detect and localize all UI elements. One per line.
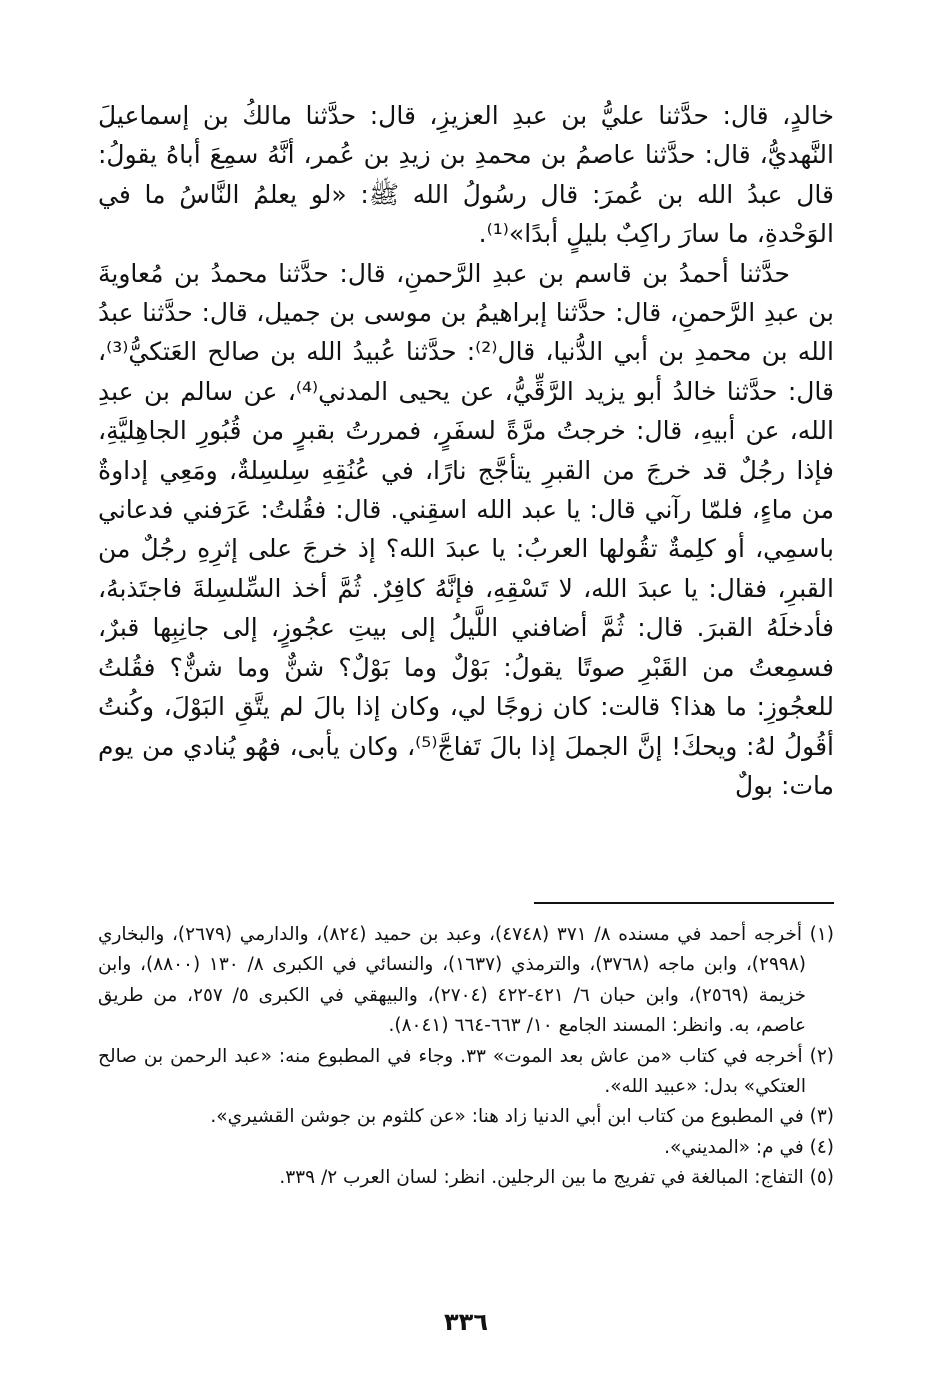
footnote-5: (٥) التفاج: المبالغة في تفريج ما بين الرجلين. انظر: لسان العرب ٢/ ٣٣٩. [279, 1167, 834, 1189]
main-text-body [98, 96, 834, 805]
footnote-separator [534, 902, 834, 904]
footnote-1: (١) أخرجه أحمد في مسنده ٨/ ٣٧١ (٤٧٤٨)، وعبد بن حميد (٨٢٤)، والدارمي (٢٦٧٩)، والبخاري (٢٩٩٨)، وابن ماجه (٣٧٦٨)، والترمذي (١٦٣٧)، والنسائي في الكبرى ٨/ ١٣٠ (٨٨٠٠)، وابن خزيمة (٢٥٦٩)، وابن حبان ٦/ ٤٢١-٤٢٢ (٢٧٠٤)، والبيهقي في الكبرى ٥/ ٢٥٧، من طريق عاصم، به. وانظر: المسند الجامع ١٠/ ٦٦٣-٦٦٤ (٨٠٤١). [98, 924, 835, 1037]
footnote-4: (٤) في م: «المديني». [664, 1136, 834, 1158]
footnote-3: (٣) في المطبوع من كتاب ابن أبي الدنيا زاد هنا: «عن كلثوم بن جوشن القشيري». [210, 1106, 834, 1128]
footnote-2: (٢) أخرجه في كتاب «من عاش بعد الموت» ٣٣. وجاء في المطبوع منه: «عبد الرحمن بن صالح العتكي» بدل: «عبيد الله». [98, 1045, 834, 1098]
page-number: ٣٣٦ [444, 1308, 488, 1336]
book-page [98, 96, 834, 1356]
paragraph-1: خالدٍ، قال: حدَّثنا عليُّ بن عبدِ العزيزِ، قال: حدَّثنا مالكُ بن إسماعيلَ النَّهديُّ، قال: حدَّثنا عاصمُ بن محمدِ بن زيدِ بن عُمر، أنَّهُ سمِعَ أباهُ يقولُ: قال عبدُ الله بن عُمرَ: قال رسُولُ الله ﷺ: «لو يعلمُ النَّاسُ ما في الوَحْدةِ، ما سارَ راكِبٌ بليلٍ أبدًا»⁽¹⁾. [98, 101, 834, 249]
footnotes-section [98, 920, 834, 1194]
paragraph-2: حدَّثنا أحمدُ بن قاسم بن عبدِ الرَّحمنِ، قال: حدَّثنا محمدُ بن مُعاويةَ بن عبدِ الرَّحمنِ، قال: حدَّثنا إبراهيمُ بن موسى بن جميل، قال: حدَّثنا عبدُ الله بن محمدِ بن أبي الدُّنيا، قال⁽²⁾: حدَّثنا عُبيدُ الله بن صالح العَتكيُّ⁽³⁾، قال: حدَّثنا خالدُ أبو يزيد الرَّقِّيُّ، عن يحيى المدني⁽⁴⁾، عن سالم بن عبدِ الله، عن أبيهِ، قال: خرجتُ مرَّةً لسفَرٍ، فمررتُ بقبرٍ من قُبُورِ الجاهِليَّةِ، فإذا رجُلٌ قد خرجَ من القبرِ يتأجَّج نارًا، في عُنُقِهِ سِلسِلةٌ، ومَعِي إداوةٌ من ماءٍ، فلمّا رآني قال: يا عبد الله اسقِني. قال: فقُلتُ: عَرَفني فدعاني باسمِي، أو كلِمةٌ تقُولها العربُ: يا عبدَ الله؟ إذ خرجَ على إثرِهِ رجُلٌ من القبرِ، فقال: يا عبدَ الله، لا تَسْقِهِ، فإنَّهُ كافِرٌ. ثُمَّ أخذ السِّلسِلةَ فاجتَذبهُ، فأدخلَهُ القبرَ. قال: ثُمَّ أضافني اللَّيلُ إلى بيتِ عجُوزٍ، إلى جانِبِها قبرٌ، فسمِعتُ من القَبْرِ صوتًا يقولُ: بَوْلٌ وما بَوْلٌ؟ شنٌّ وما شنٌّ؟ فقُلتُ للعجُوزِ: ما هذا؟ قالت: كان زوجًا لي، وكان إذا بالَ لم يتَّقِ البَوْلَ، وكُنتُ أقُولُ لهُ: ويحكَ! إنَّ الجملَ إذا بالَ تَفاجَّ⁽⁵⁾، وكان يأبى، فهُو يُنادي من يوم مات: بولٌ [98, 258, 834, 800]
